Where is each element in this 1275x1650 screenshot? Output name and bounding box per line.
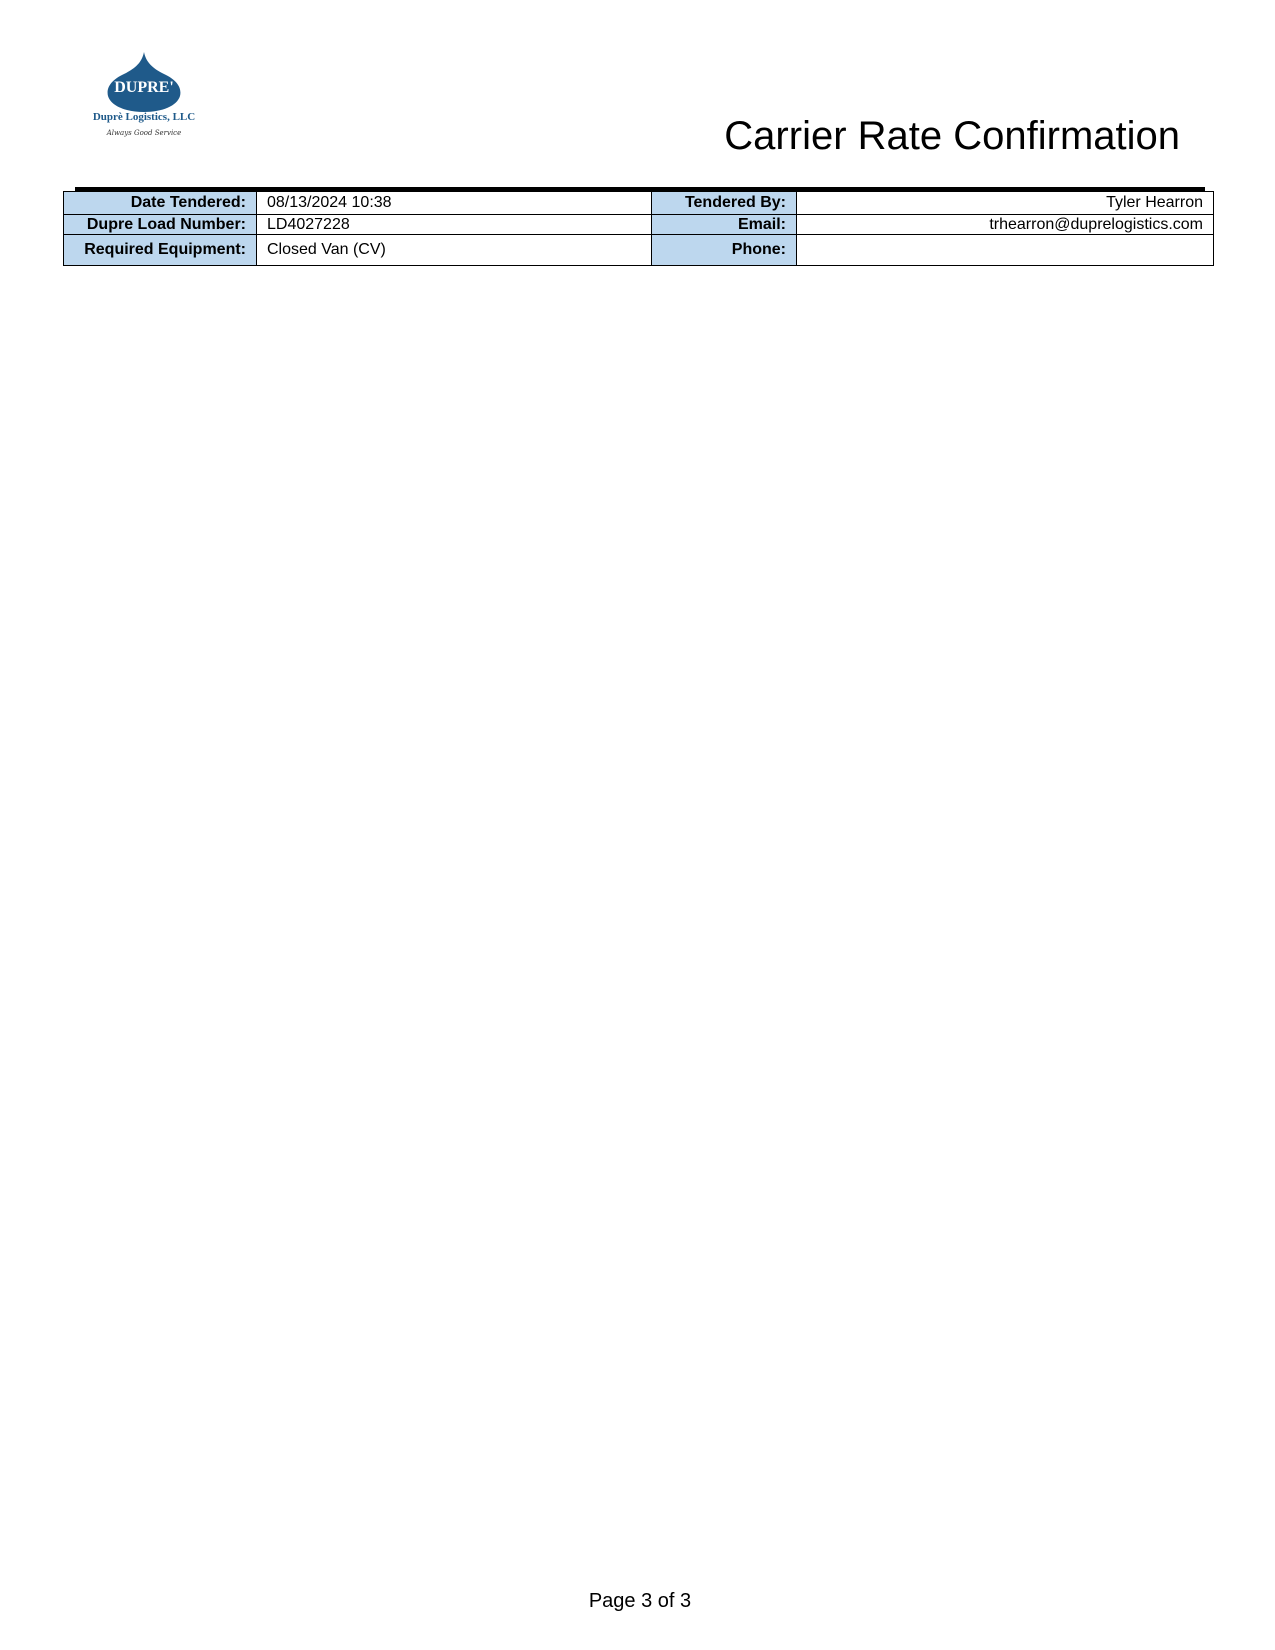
logo-brand-text: DUPRE' (114, 79, 174, 96)
table-row (64, 215, 1214, 235)
tendered-by-value: Tyler Hearron (797, 192, 1214, 215)
date-tendered-value: 08/13/2024 10:38 (257, 192, 652, 215)
load-info-table (63, 191, 1214, 266)
page-number: Page 3 of 3 (588, 1590, 692, 1612)
logo-tagline-text: Always Good Service (106, 129, 182, 137)
load-number-value: LD4027228 (257, 215, 652, 235)
table-row (64, 235, 1214, 266)
tendered-by-label: Tendered By: (652, 192, 797, 215)
phone-value (797, 235, 1214, 266)
date-tendered-label: Date Tendered: (64, 192, 257, 215)
required-equipment-value: Closed Van (CV) (257, 235, 652, 266)
email-label: Email: (652, 215, 797, 235)
phone-label: Phone: (652, 235, 797, 266)
logo-company-text: Duprè Logistics, LLC (92, 111, 196, 123)
dupre-logo-mark (84, 50, 214, 150)
load-number-label: Dupre Load Number: (64, 215, 257, 235)
email-value: trhearron@duprelogistics.com (797, 215, 1214, 235)
required-equipment-label: Required Equipment: (64, 235, 257, 266)
company-logo (84, 50, 214, 150)
table-row (64, 192, 1214, 215)
document-title: Carrier Rate Confirmation (724, 114, 1180, 158)
